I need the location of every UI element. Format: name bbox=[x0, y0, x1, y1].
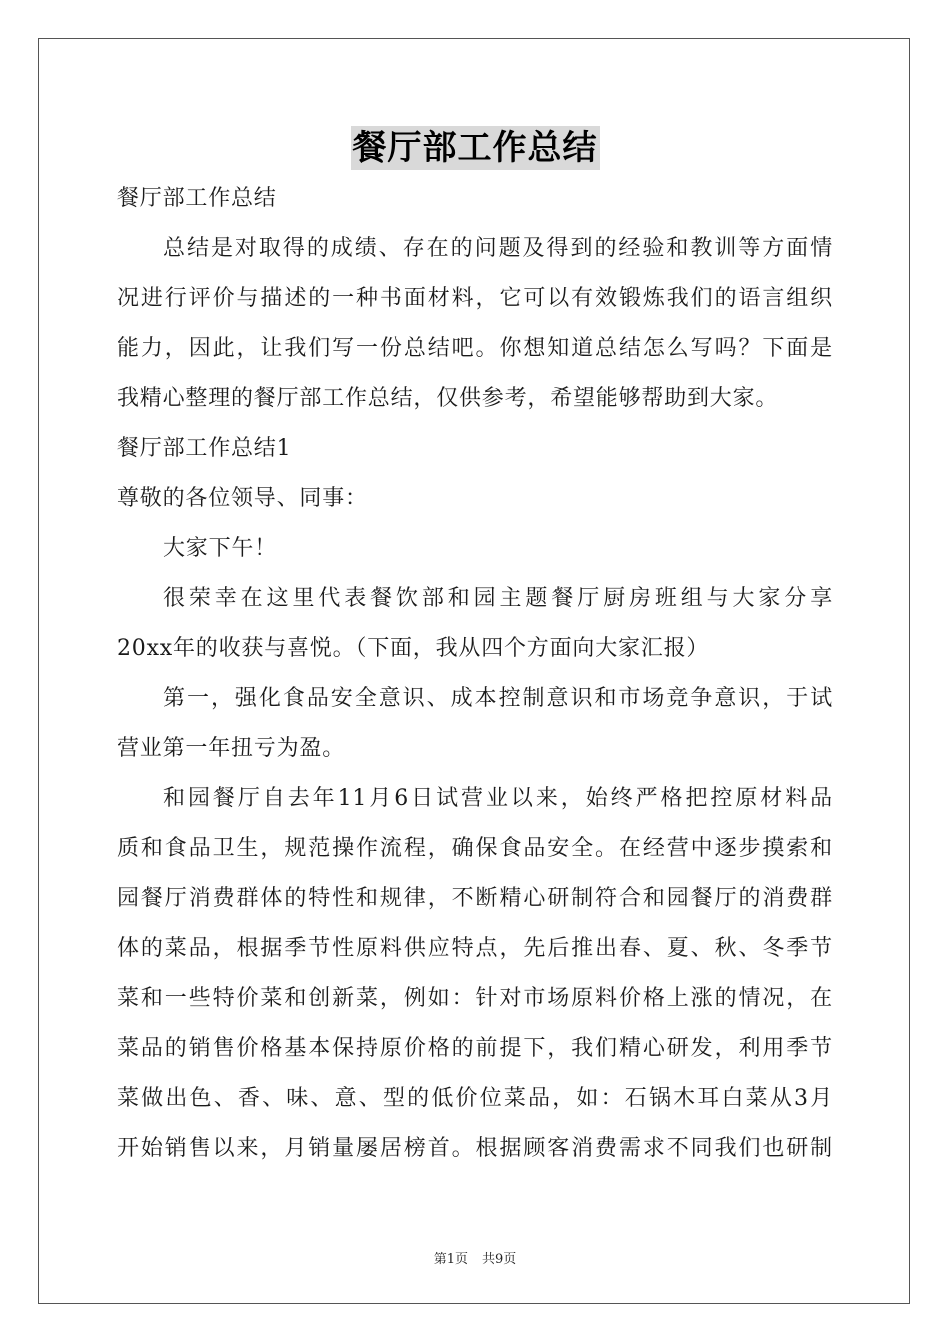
paragraph-line: 20xx年的收获与喜悦。（下面，我从四个方面向大家汇报） bbox=[117, 636, 710, 661]
subtitle-line: 餐厅部工作总结 bbox=[117, 186, 277, 211]
paragraph-line: 体的菜品，根据季节性原料供应特点，先后推出春、夏、秋、冬季节 bbox=[117, 936, 833, 961]
salutation-line: 尊敬的各位领导、同事： bbox=[117, 486, 368, 511]
paragraph-line: 菜做出色、香、味、意、型的低价位菜品，如：石锅木耳白菜从3月 bbox=[117, 1086, 833, 1111]
paragraph-line: 第一，强化食品安全意识、成本控制意识和市场竞争意识，于试 bbox=[163, 686, 833, 711]
paragraph-line: 况进行评价与描述的一种书面材料，它可以有效锻炼我们的语言组织 bbox=[117, 286, 833, 311]
section-heading: 餐厅部工作总结1 bbox=[117, 436, 292, 461]
paragraph-line: 园餐厅消费群体的特性和规律，不断精心研制符合和园餐厅的消费群 bbox=[117, 886, 833, 911]
greeting-line: 大家下午！ bbox=[163, 536, 278, 561]
paragraph-line: 质和食品卫生，规范操作流程，确保食品安全。在经营中逐步摸索和 bbox=[117, 836, 833, 861]
paragraph-line: 开始销售以来，月销量屡居榜首。根据顾客消费需求不同我们也研制 bbox=[117, 1136, 833, 1161]
page-number: 第1页 bbox=[433, 1252, 468, 1267]
document-title: 餐厅部工作总结 bbox=[352, 128, 598, 168]
paragraph-line: 我精心整理的餐厅部工作总结，仅供参考，希望能够帮助到大家。 bbox=[117, 386, 779, 411]
title-container bbox=[0, 126, 950, 170]
paragraph-line: 能力，因此，让我们写一份总结吧。你想知道总结怎么写吗？下面是 bbox=[117, 336, 833, 361]
paragraph-line: 和园餐厅自去年11月6日试营业以来，始终严格把控原材料品 bbox=[163, 786, 833, 811]
paragraph-line: 营业第一年扭亏为盈。 bbox=[117, 736, 346, 761]
page-footer bbox=[0, 1248, 950, 1267]
document-body bbox=[117, 174, 833, 1174]
paragraph-line: 很荣幸在这里代表餐饮部和园主题餐厅厨房班组与大家分享 bbox=[163, 586, 833, 611]
paragraph-line: 菜和一些特价菜和创新菜，例如：针对市场原料价格上涨的情况，在 bbox=[117, 986, 833, 1011]
paragraph-line: 菜品的销售价格基本保持原价格的前提下，我们精心研发，利用季节 bbox=[117, 1036, 833, 1061]
page-total: 共9页 bbox=[482, 1252, 517, 1267]
paragraph-line: 总结是对取得的成绩、存在的问题及得到的经验和教训等方面情 bbox=[163, 236, 833, 261]
